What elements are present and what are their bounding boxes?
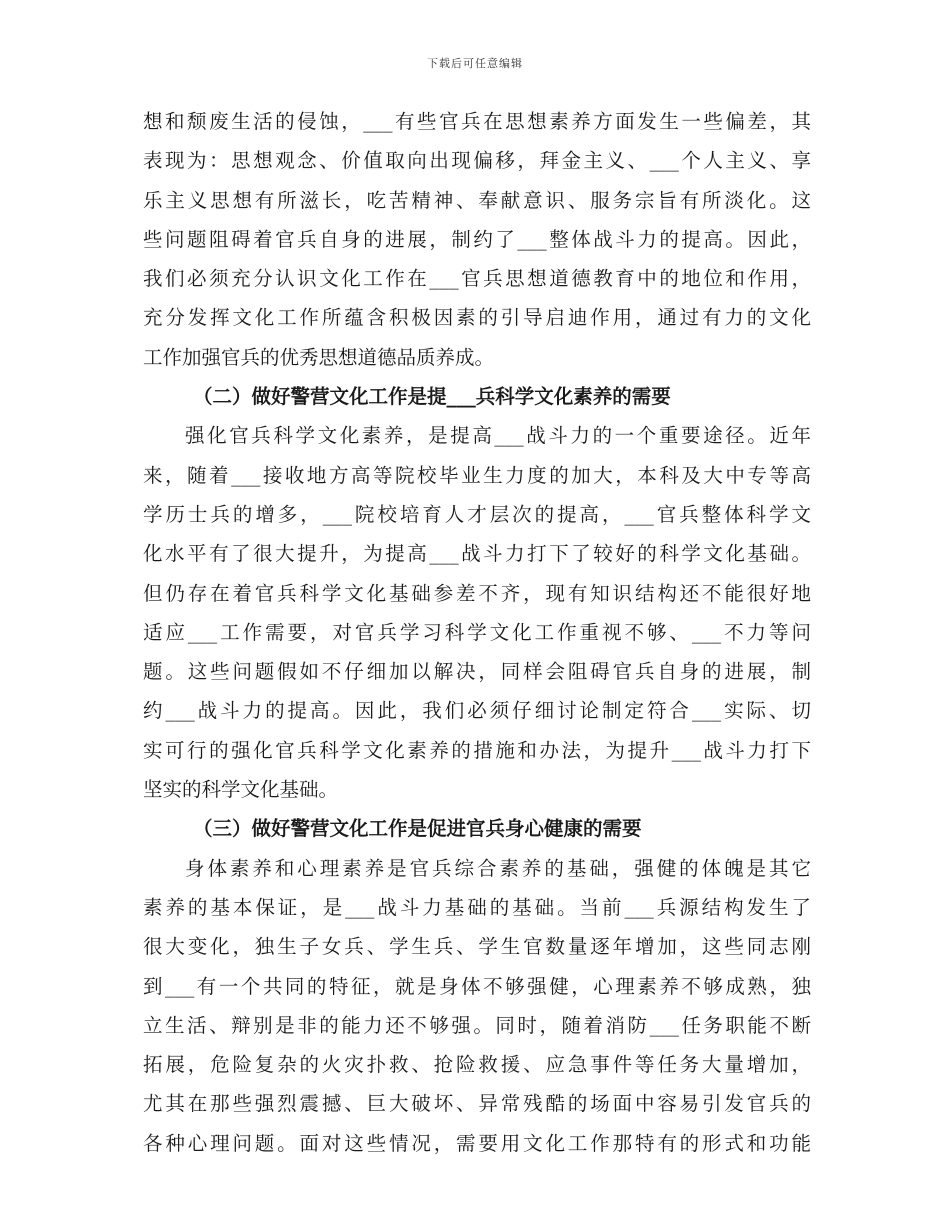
- paragraph-line: 些问题阻碍着官兵自身的进展，制约了___整体战斗力的提高。因此，: [143, 227, 811, 251]
- paragraph-line: 适应___工作需要，对官兵学习科学文化工作重视不够、___不力等问: [143, 620, 811, 644]
- section-heading: （三）做好警营文化工作是促进官兵身心健康的需要: [193, 817, 642, 841]
- paragraph-line: 素养的基本保证，是___战斗力基础的基础。当前___兵源结构发生了: [143, 895, 811, 919]
- paragraph-line: 坚实的科学文化基础。: [143, 778, 339, 802]
- paragraph-line: 表现为：思想观念、价值取向出现偏移，拜金主义、___个人主义、享: [143, 149, 811, 173]
- paragraph-line: 学历士兵的增多，___院校培育人才层次的提高，___官兵整体科学文: [143, 502, 811, 526]
- paragraph-line: 乐主义思想有所滋长，吃苦精神、奉献意识、服务宗旨有所淡化。这: [143, 188, 811, 212]
- paragraph-line: 充分发挥文化工作所蕴含积极因素的引导启迪作用，通过有力的文化: [143, 306, 811, 330]
- section-heading: （二）做好警营文化工作是提___兵科学文化素养的需要: [193, 385, 671, 409]
- paragraph-line: 工作加强官兵的优秀思想道德品质养成。: [143, 345, 495, 369]
- paragraph-line: 想和颓废生活的侵蚀，___有些官兵在思想素养方面发生一些偏差，其: [143, 110, 811, 133]
- paragraph-line: 来，随着___接收地方高等院校毕业生力度的加大，本科及大中专等高: [143, 463, 811, 487]
- paragraph-line: 实可行的强化官兵科学文化素养的措施和办法，为提升___战斗力打下: [143, 738, 811, 762]
- paragraph-first-line: 身体素养和心理素养是官兵综合素养的基础，强健的体魄是其它: [185, 856, 811, 880]
- paragraph-line: 但仍存在着官兵科学文化基础参差不齐，现有知识结构还不能很好地: [143, 581, 811, 605]
- page-header: 下载后可任意编辑: [427, 57, 523, 70]
- document-body: [143, 102, 811, 1163]
- paragraph-line: 到___有一个共同的特征，就是身体不够强健，心理素养不够成熟，独: [143, 974, 811, 998]
- paragraph-line: 尤其在那些强烈震撼、巨大破坏、异常残酷的场面中容易引发官兵的: [143, 1092, 811, 1116]
- paragraph-line: 我们必须充分认识文化工作在___官兵思想道德教育中的地位和作用，: [143, 267, 811, 291]
- paragraph-line: 拓展，危险复杂的火灾扑救、抢险救援、应急事件等任务大量增加，: [143, 1053, 811, 1077]
- paragraph-line: 各种心理问题。面对这些情况，需要用文化工作那特有的形式和功能: [143, 1131, 811, 1155]
- paragraph-line: 很大变化，独生子女兵、学生兵、学生官数量逐年增加，这些同志刚: [143, 935, 811, 959]
- paragraph-line: 立生活、辩别是非的能力还不够强。同时，随着消防___任务职能不断: [143, 1013, 811, 1037]
- paragraph-line: 化水平有了很大提升，为提高___战斗力打下了较好的科学文化基础。: [143, 542, 811, 566]
- paragraph-first-line: 强化官兵科学文化素养，是提高___战斗力的一个重要途径。近年: [185, 424, 811, 448]
- paragraph-line: 题。这些问题假如不仔细加以解决，同样会阻碍官兵自身的进展，制: [143, 660, 811, 684]
- paragraph-line: 约___战斗力的提高。因此，我们必须仔细讨论制定符合___实际、切: [143, 699, 811, 723]
